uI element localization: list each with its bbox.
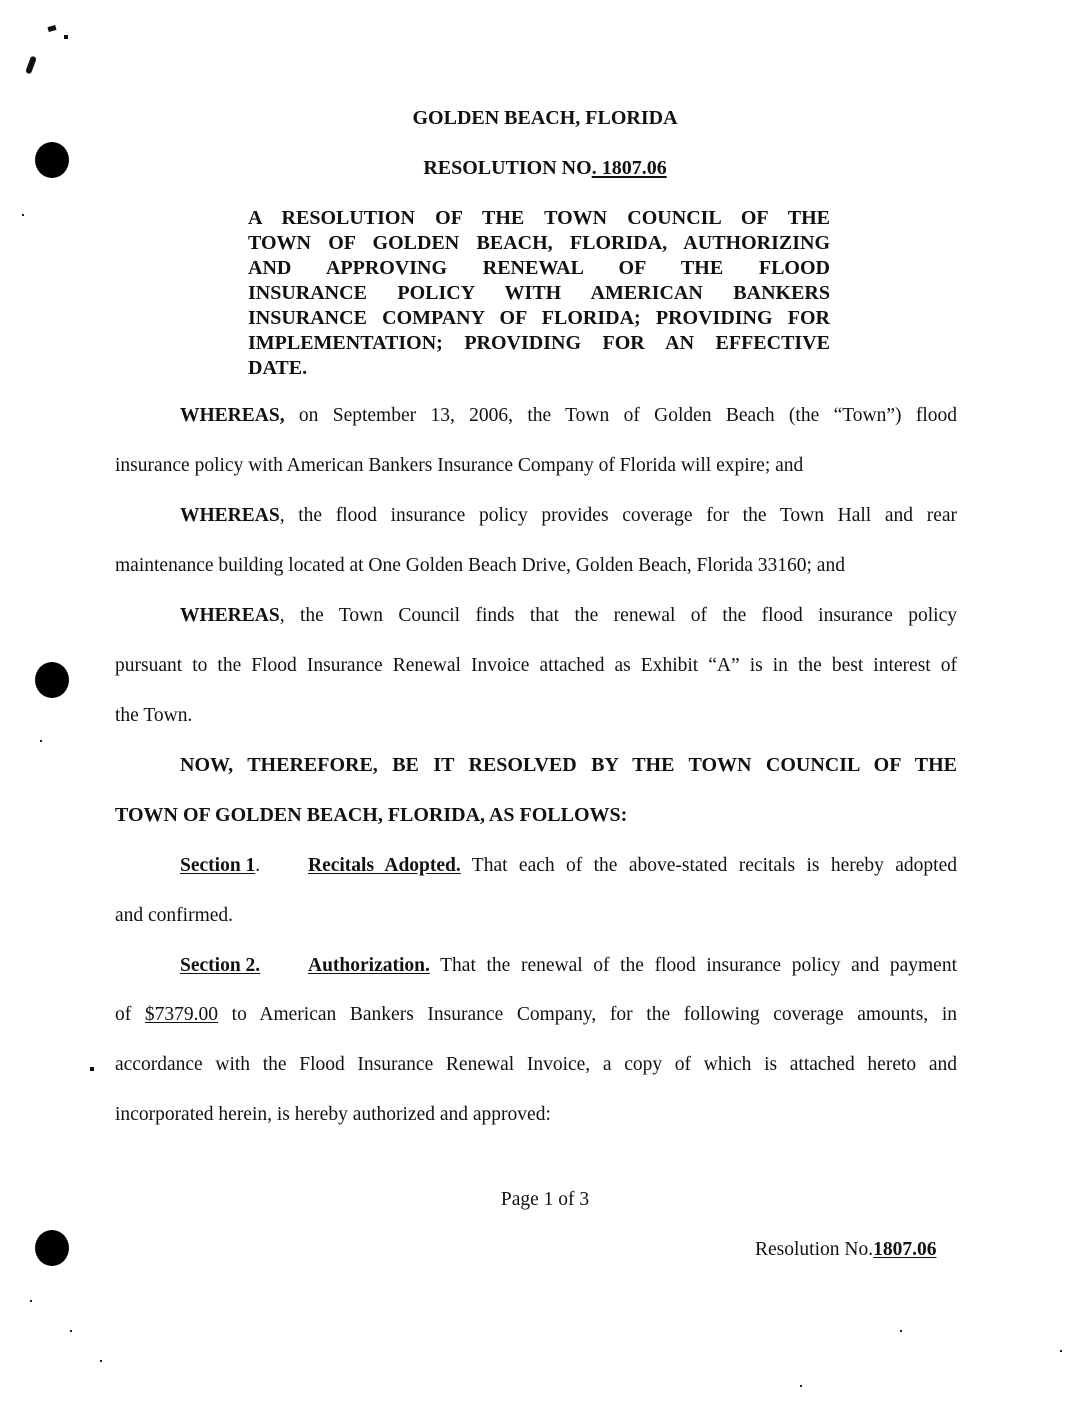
resolution-heading-prefix: RESOLUTION NO <box>423 157 592 179</box>
section-2-line-4: incorporated herein, is hereby authorized and approved: <box>115 1104 551 1125</box>
title-line: IMPLEMENTATION; PROVIDING FOR AN EFFECTIVE <box>248 332 830 354</box>
section-text: of <box>115 1004 145 1025</box>
title-line: DATE. <box>248 357 308 379</box>
section-2-line-1 <box>308 955 957 977</box>
section-2-line-2 <box>115 1004 957 1026</box>
title-line: TOWN OF GOLDEN BEACH, FLORIDA, AUTHORIZING <box>248 232 830 254</box>
whereas-text: , the Town Council finds that the renewal of the flood insurance policy <box>279 605 957 626</box>
section-text: That the renewal of the flood insurance policy and payment <box>429 955 957 976</box>
section-text: That each of the above-stated recitals is hereby adopted <box>460 855 958 876</box>
scan-speck <box>40 740 42 742</box>
scan-mark <box>25 56 37 75</box>
punch-hole-bottom <box>35 1230 69 1266</box>
resolution-heading <box>0 157 1090 180</box>
scan-speck <box>1060 1350 1062 1352</box>
section-heading: Authorization. <box>308 955 430 976</box>
scan-speck <box>900 1330 902 1332</box>
scan-mark <box>47 25 56 32</box>
section-label: Section 1 <box>180 855 256 876</box>
document-city-heading: GOLDEN BEACH, FLORIDA <box>412 107 678 129</box>
whereas-2-line-1 <box>180 505 957 527</box>
section-heading: Recitals Adopted. <box>308 855 461 876</box>
whereas-text: , the flood insurance policy provides coverage for the Town Hall and rear <box>279 505 957 526</box>
footer-resolution-label: Resolution No. <box>755 1239 874 1260</box>
title-line: INSURANCE COMPANY OF FLORIDA; PROVIDING FOR <box>248 307 830 329</box>
section-1-label <box>180 855 260 877</box>
scan-mark <box>90 1067 94 1071</box>
whereas-3-line-1 <box>180 605 957 627</box>
whereas-2-line-2: maintenance building located at One Golden Beach Drive, Golden Beach, Florida 33160; and <box>115 555 845 576</box>
title-line: A RESOLUTION OF THE TOWN COUNCIL OF THE <box>248 207 830 229</box>
whereas-1-line-2: insurance policy with American Bankers Insurance Company of Florida will expire; and <box>115 455 804 476</box>
footer-resolution <box>755 1239 936 1261</box>
scan-speck <box>100 1360 102 1362</box>
section-2-line-3: accordance with the Flood Insurance Renewal Invoice, a copy of which is attached hereto and <box>115 1054 957 1075</box>
section-text: to American Bankers Insurance Company, for the following coverage amounts, in <box>218 1004 957 1025</box>
whereas-text: on September 13, 2006, the Town of Golden Beach (the “Town”) flood <box>284 405 957 426</box>
footer-resolution-number: 1807.06 <box>873 1239 937 1260</box>
title-line: AND APPROVING RENEWAL OF THE FLOOD <box>248 257 830 279</box>
whereas-keyword: WHEREAS <box>180 605 280 626</box>
section-1-line-1 <box>308 855 957 877</box>
whereas-3-line-3: the Town. <box>115 705 193 726</box>
payment-amount: $7379.00 <box>144 1004 219 1025</box>
scan-speck <box>30 1300 32 1302</box>
resolved-line-1: NOW, THEREFORE, BE IT RESOLVED BY THE TOWN COUNCIL OF THE <box>180 754 957 776</box>
whereas-keyword: WHEREAS <box>180 505 280 526</box>
resolution-title <box>248 206 830 381</box>
whereas-1-line-1 <box>180 405 957 427</box>
scan-speck <box>70 1330 72 1332</box>
punch-hole-middle <box>35 662 69 698</box>
whereas-keyword: WHEREAS, <box>180 405 285 426</box>
section-1-line-2: and confirmed. <box>115 905 234 926</box>
section-label-end: . <box>255 855 261 876</box>
section-label: Section 2. <box>180 955 261 976</box>
scan-mark <box>64 35 68 39</box>
section-2-label <box>180 955 260 977</box>
resolution-heading-number: . 1807.06 <box>591 157 667 179</box>
whereas-3-line-2: pursuant to the Flood Insurance Renewal Invoice attached as Exhibit “A” is in the best interest of <box>115 655 957 676</box>
resolved-line-2: TOWN OF GOLDEN BEACH, FLORIDA, AS FOLLOWS: <box>115 804 628 826</box>
scan-speck <box>800 1385 802 1387</box>
scan-speck <box>22 214 24 216</box>
page-number: Page 1 of 3 <box>500 1189 590 1210</box>
title-line: INSURANCE POLICY WITH AMERICAN BANKERS <box>248 282 830 304</box>
